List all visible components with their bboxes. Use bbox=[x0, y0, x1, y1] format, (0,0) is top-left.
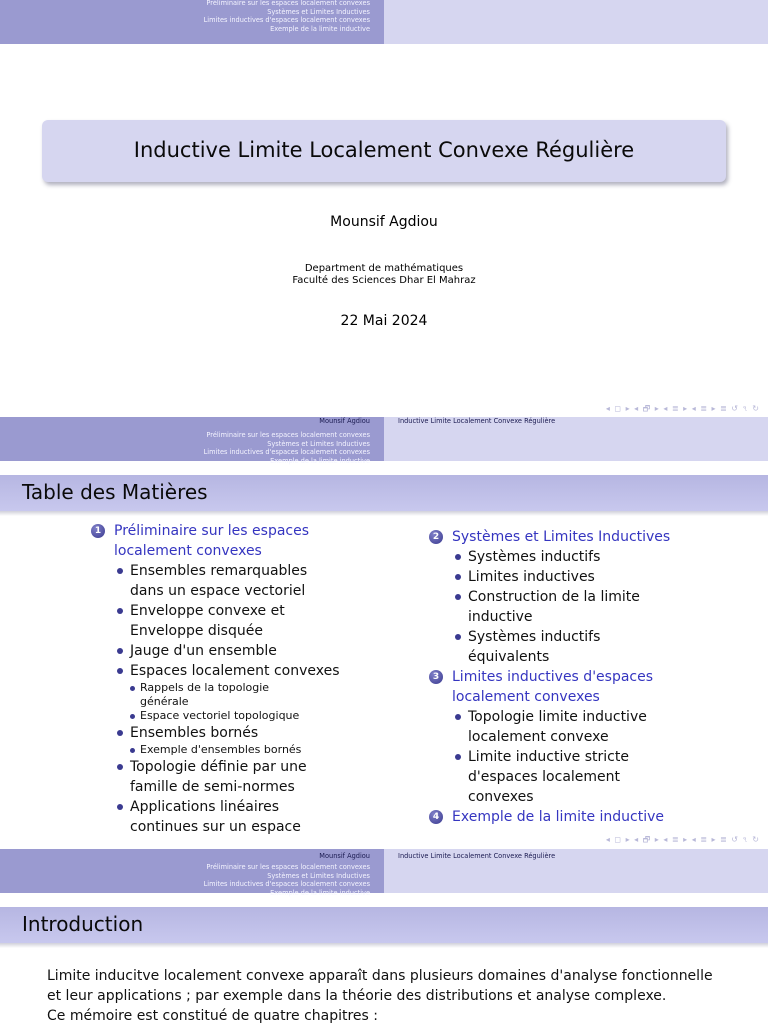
headline-section-2[interactable]: Systèmes et Limites Inductives bbox=[267, 439, 370, 448]
toc-subsection-line: Ensembles remarquables bbox=[130, 563, 308, 579]
toc-frame-title-bar bbox=[0, 475, 768, 511]
toc-subsection-line: Applications linéaires bbox=[130, 799, 280, 815]
toc-subsubsection[interactable] bbox=[88, 743, 378, 757]
section-number-ball: 1 bbox=[91, 524, 105, 538]
toc-section-4[interactable] bbox=[426, 807, 756, 827]
headline-section-4[interactable]: Exemple de la limite inductive bbox=[270, 888, 370, 897]
toc-subsection[interactable] bbox=[88, 661, 378, 681]
headline-section-1[interactable]: Préliminaire sur les espaces localement convexes bbox=[206, 0, 370, 7]
toc-subsection[interactable] bbox=[88, 723, 378, 743]
toc-subsection[interactable] bbox=[88, 797, 378, 837]
toc-subsection-line: localement convexe bbox=[468, 729, 609, 745]
headline-left-panel bbox=[0, 849, 384, 897]
headline-right-panel bbox=[384, 417, 768, 461]
section-number-ball: 3 bbox=[429, 670, 443, 684]
headline-section-1[interactable]: Préliminaire sur les espaces localement convexes bbox=[206, 431, 370, 439]
toc-section-1[interactable] bbox=[88, 521, 378, 561]
toc-subsection-line: Limite inductive stricte bbox=[468, 749, 629, 765]
toc-subsection-line: dans un espace vectoriel bbox=[130, 583, 306, 599]
toc-subsection-line: d'espaces localement bbox=[468, 769, 621, 785]
toc-subsection[interactable] bbox=[426, 567, 756, 587]
toc-subsection-line: équivalents bbox=[468, 649, 550, 665]
frame-title-shadow bbox=[0, 943, 768, 948]
toc-right-column bbox=[426, 527, 756, 827]
toc-subsubsection-line: Rappels de la topologie bbox=[140, 681, 270, 694]
headline-section-list bbox=[204, 431, 370, 465]
headline-section-list bbox=[204, 0, 370, 33]
toc-section-2-label: Systèmes et Limites Inductives bbox=[452, 529, 671, 545]
toc-subsection[interactable] bbox=[426, 587, 756, 627]
toc-subsection-line: convexes bbox=[468, 789, 534, 805]
headline-section-1[interactable]: Préliminaire sur les espaces localement convexes bbox=[206, 863, 370, 871]
headline-section-3[interactable]: Limites inductives d'espaces localement convexes bbox=[203, 16, 370, 25]
headline-left-panel bbox=[0, 0, 384, 44]
toc-section-2[interactable] bbox=[426, 527, 756, 547]
headline-author: Mounsif Agdiou bbox=[319, 852, 370, 860]
title-author: Mounsif Agdiou bbox=[330, 214, 438, 230]
headline-section-2[interactable]: Systèmes et Limites Inductives bbox=[267, 7, 370, 16]
headline-section-list bbox=[204, 863, 370, 897]
headline-short-title: Inductive Limite Localement Convexe Régulière bbox=[398, 417, 556, 425]
toc-section-3-line-1: Limites inductives d'espaces bbox=[452, 669, 654, 685]
toc-subsection-line: Ensembles bornés bbox=[130, 725, 259, 741]
toc-subsection-line: Construction de la limite bbox=[468, 589, 640, 605]
navigation-controls-1[interactable]: ◂ ◻ ▸ ◂ 🗗 ▸ ◂ ≣ ▸ ◂ ≣ ▸ ≣ ↺ ৭ ↻ bbox=[605, 404, 760, 413]
headline-section-2[interactable]: Systèmes et Limites Inductives bbox=[267, 871, 370, 880]
intro-frame-title-bar bbox=[0, 907, 768, 943]
institute-line-2: Faculté des Sciences Dhar El Mahraz bbox=[292, 275, 476, 286]
toc-subsection[interactable] bbox=[88, 561, 378, 601]
intro-line-1: Limite inducitve localement convexe apparaît dans plusieurs domaines d'analyse fonctionnelle bbox=[47, 968, 713, 984]
toc-subsubsection[interactable] bbox=[88, 681, 378, 709]
section-number-ball: 4 bbox=[429, 810, 443, 824]
headline-section-3[interactable]: Limites inductives d'espaces localement convexes bbox=[203, 448, 370, 457]
headline-left-panel bbox=[0, 417, 384, 465]
toc-subsection[interactable] bbox=[426, 707, 756, 747]
toc-subsubsection-line: Exemple d'ensembles bornés bbox=[140, 743, 302, 756]
toc-section-1-line-2: localement convexes bbox=[114, 543, 262, 559]
headline-section-4[interactable]: Exemple de la limite inductive bbox=[270, 456, 370, 465]
headline-right-panel bbox=[384, 849, 768, 893]
toc-subsection[interactable] bbox=[426, 547, 756, 567]
toc-subsection[interactable] bbox=[88, 757, 378, 797]
toc-subsection-line: Systèmes inductifs bbox=[468, 629, 601, 645]
toc-subsection-line: Enveloppe disquée bbox=[130, 623, 263, 639]
toc-subsection-line: continues sur un espace bbox=[130, 819, 301, 835]
frame-title-shadow bbox=[0, 511, 768, 516]
presentation-title: Inductive Limite Localement Convexe Régulière bbox=[133, 138, 635, 162]
toc-subsection-line: Topologie définie par une bbox=[130, 759, 307, 775]
toc-subsection-line: Enveloppe convexe et bbox=[130, 603, 285, 619]
toc-section-1-line-1: Préliminaire sur les espaces bbox=[114, 523, 310, 539]
intro-paragraph bbox=[47, 966, 747, 1026]
toc-section-4-label: Exemple de la limite inductive bbox=[452, 809, 665, 825]
toc-subsection-line: Jauge d'un ensemble bbox=[130, 643, 277, 659]
navigation-controls-2[interactable]: ◂ ◻ ▸ ◂ 🗗 ▸ ◂ ≣ ▸ ◂ ≣ ▸ ≣ ↺ ৭ ↻ bbox=[605, 835, 760, 844]
toc-subsection-line: Limites inductives bbox=[468, 569, 595, 585]
headline-section-4[interactable]: Exemple de la limite inductive bbox=[270, 24, 370, 33]
toc-subsection-line: Espaces localement convexes bbox=[130, 663, 340, 679]
headline-section-3[interactable]: Limites inductives d'espaces localement convexes bbox=[203, 880, 370, 889]
slide2-headline bbox=[0, 417, 768, 465]
toc-subsection[interactable] bbox=[88, 601, 378, 641]
toc-subsection[interactable] bbox=[426, 627, 756, 667]
toc-subsection-line: Topologie limite inductive bbox=[468, 709, 647, 725]
headline-author: Mounsif Agdiou bbox=[319, 417, 370, 425]
intro-line-3: Ce mémoire est constitué de quatre chapitres : bbox=[47, 1008, 379, 1024]
toc-subsection-line: inductive bbox=[468, 609, 533, 625]
toc-section-3-line-2: localement convexes bbox=[452, 689, 600, 705]
title-institute bbox=[0, 263, 768, 287]
toc-subsection[interactable] bbox=[88, 641, 378, 661]
section-number-ball: 2 bbox=[429, 530, 443, 544]
toc-subsubsection[interactable] bbox=[88, 709, 378, 723]
slide3-headline bbox=[0, 849, 768, 897]
toc-frame-title: Table des Matières bbox=[22, 480, 208, 504]
toc-left-column bbox=[88, 521, 378, 837]
headline-short-title: Inductive Limite Localement Convexe Régulière bbox=[398, 852, 556, 860]
slide1-headline bbox=[0, 0, 768, 44]
title-date: 22 Mai 2024 bbox=[340, 313, 428, 329]
intro-frame-title: Introduction bbox=[22, 912, 144, 936]
toc-subsubsection-line: Espace vectoriel topologique bbox=[140, 709, 300, 722]
toc-subsection-line: famille de semi-normes bbox=[130, 779, 295, 795]
toc-subsection-line: Systèmes inductifs bbox=[468, 549, 601, 565]
headline-right-panel bbox=[384, 0, 768, 44]
intro-line-2: et leur applications ; par exemple dans la théorie des distributions et analyse complexe. bbox=[47, 988, 667, 1004]
institute-line-1: Department de mathématiques bbox=[304, 263, 464, 274]
title-box bbox=[42, 120, 726, 182]
toc-subsubsection-line: générale bbox=[140, 695, 189, 708]
toc-subsection[interactable] bbox=[426, 747, 756, 807]
toc-section-3[interactable] bbox=[426, 667, 756, 707]
